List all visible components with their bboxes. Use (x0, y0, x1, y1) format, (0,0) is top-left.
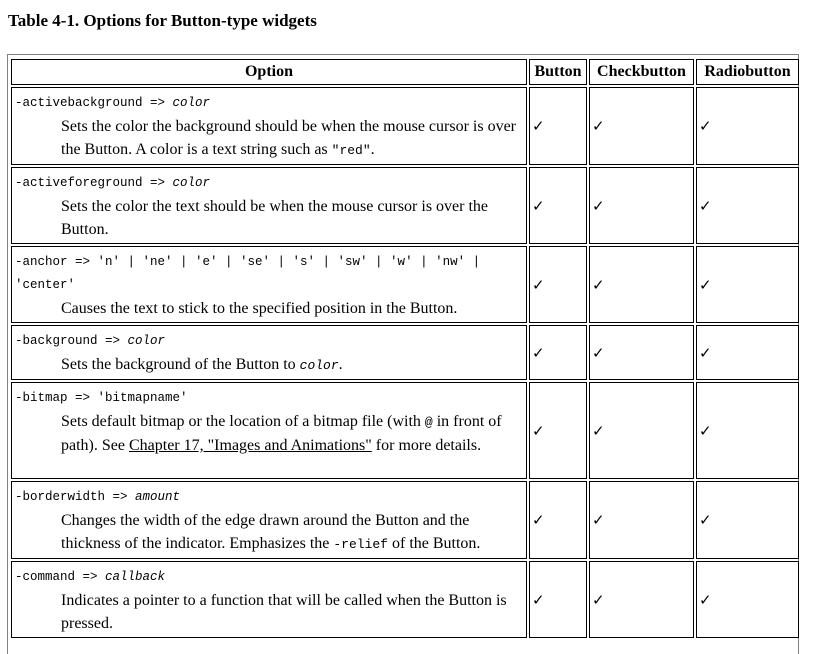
option-description (61, 509, 522, 556)
radiobutton-check-icon: ✓ (696, 481, 799, 559)
desc-text: . (370, 141, 375, 158)
desc-text: in front of path). See (61, 413, 502, 454)
option-name: -activebackground (15, 96, 143, 110)
option-cell (11, 481, 527, 559)
desc-code: @ (424, 415, 433, 430)
header-row (11, 59, 799, 85)
option-arrow: => (105, 490, 136, 504)
options-table (9, 57, 801, 640)
table-row (11, 87, 799, 165)
option-arrow: => (97, 334, 128, 348)
checkbutton-check-icon: ✓ (589, 167, 694, 244)
option-signature (15, 92, 522, 115)
button-check-icon: ✓ (529, 246, 587, 323)
option-description (61, 410, 522, 457)
desc-code: color (299, 358, 339, 373)
table-row (11, 246, 799, 323)
option-description: Indicates a pointer to a function that will be called when the Button is pressed. (61, 592, 507, 632)
radiobutton-check-icon: ✓ (696, 87, 799, 165)
desc-text: of the Button. (387, 535, 481, 552)
desc-text: . (338, 356, 343, 373)
button-check-icon: ✓ (529, 87, 587, 165)
option-name: -activeforeground (15, 176, 143, 190)
checkbutton-check-icon: ✓ (589, 325, 694, 380)
checkbutton-check-icon: ✓ (589, 561, 694, 638)
option-description: Causes the text to stick to the specified position in the Button. (61, 300, 458, 317)
option-value: color (127, 334, 166, 348)
button-check-icon: ✓ (529, 167, 587, 244)
table-row (11, 167, 799, 244)
option-signature: -bitmap => 'bitmapname' (15, 391, 188, 405)
button-check-icon: ✓ (529, 382, 587, 479)
desc-text: Sets the color the background should be when the mouse cursor is over the Button. A color is a text string such as (61, 118, 517, 158)
option-cell (11, 167, 527, 244)
option-description: Sets the color the text should be when the mouse cursor is over the Button. (61, 198, 489, 238)
option-cell (11, 87, 527, 165)
header-checkbutton: Checkbutton (589, 59, 694, 85)
table-row (11, 481, 799, 559)
button-check-icon: ✓ (529, 561, 587, 638)
checkbutton-check-icon: ✓ (589, 382, 694, 479)
option-signature (15, 566, 522, 589)
table-caption: Table 4-1. Options for Button-type widgets (8, 11, 317, 30)
radiobutton-check-icon: ✓ (696, 167, 799, 244)
option-value: amount (135, 490, 181, 504)
header-option: Option (11, 59, 527, 85)
radiobutton-check-icon: ✓ (696, 325, 799, 380)
option-signature: -anchor => 'n' | 'ne' | 'e' | 'se' | 's' | 'sw' | 'w' | 'nw' | 'center' (15, 255, 488, 292)
checkbutton-check-icon: ✓ (589, 246, 694, 323)
option-cell (11, 246, 527, 323)
option-name: -background (15, 334, 98, 348)
table-row (11, 561, 799, 638)
header-radiobutton: Radiobutton (696, 59, 799, 85)
option-name: -borderwidth (15, 490, 106, 504)
desc-code: -relief (333, 537, 388, 552)
option-description (61, 353, 522, 377)
desc-text: Sets default bitmap or the location of a bitmap file (with (61, 413, 425, 430)
desc-text: Sets the background of the Button to (61, 356, 300, 373)
header-button: Button (529, 59, 587, 85)
checkbutton-check-icon: ✓ (589, 87, 694, 165)
option-arrow: => (142, 96, 173, 110)
button-check-icon: ✓ (529, 481, 587, 559)
option-signature (15, 486, 522, 509)
radiobutton-check-icon: ✓ (696, 382, 799, 479)
option-cell (11, 382, 527, 479)
option-description (61, 115, 522, 162)
option-arrow: => (142, 176, 173, 190)
checkbutton-check-icon: ✓ (589, 481, 694, 559)
option-name: -command (15, 570, 76, 584)
option-signature (15, 172, 522, 195)
table-row (11, 325, 799, 380)
radiobutton-check-icon: ✓ (696, 561, 799, 638)
desc-code: "red" (331, 143, 371, 158)
desc-text: for more details. (371, 437, 482, 454)
table-row (11, 382, 799, 479)
option-cell (11, 561, 527, 638)
button-check-icon: ✓ (529, 325, 587, 380)
desc-text: Changes the width of the edge drawn around the Button and the thickness of the indicator. Emphasizes the (61, 512, 470, 552)
option-value: color (172, 176, 211, 190)
option-value: callback (105, 570, 166, 584)
option-value: color (172, 96, 211, 110)
option-arrow: => (75, 570, 106, 584)
radiobutton-check-icon: ✓ (696, 246, 799, 323)
chapter-17-link[interactable]: Chapter 17, "Images and Animations" (128, 437, 372, 454)
option-cell (11, 325, 527, 380)
option-signature (15, 330, 522, 353)
